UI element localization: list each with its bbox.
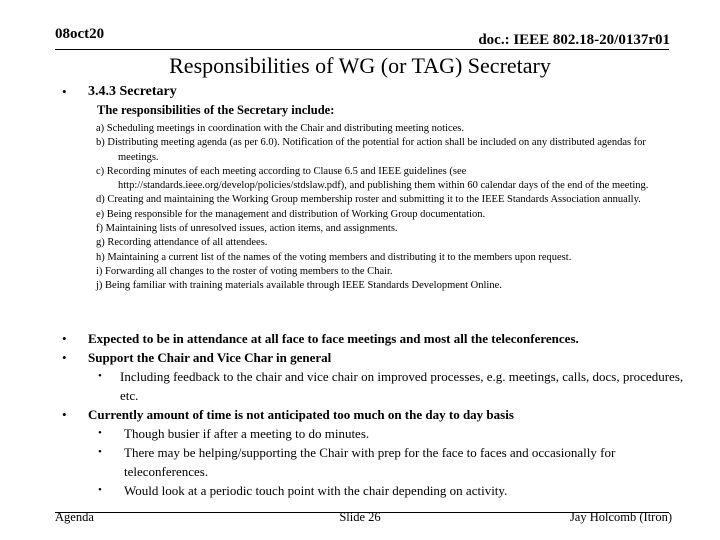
footer-left: Agenda (55, 510, 94, 524)
duties-list (96, 122, 686, 294)
point-text: Currently amount of time is not anticipated too much on the day to day basis (88, 407, 514, 422)
subpoint-touchpoint (62, 481, 692, 500)
point-text: Expected to be in attendance at all face to face meetings and most all the teleconferences. (88, 331, 579, 346)
bullet: • (98, 427, 102, 439)
duty-item: i) Forwarding all changes to the roster of voting members to the Chair. (96, 265, 393, 277)
header-doc-id: doc.: IEEE 802.18-20/0137r01 (478, 32, 670, 48)
subpoint-text: Though busier if after a meeting to do minutes. (124, 426, 370, 441)
duty-item: b) Distributing meeting agenda (as per 6.0). Notification of the potential for action shall be included on any distributed agendas for meetings. (96, 137, 646, 163)
footer-slide-number: Slide 26 (339, 510, 381, 524)
bullet: • (62, 350, 67, 365)
bullet: • (98, 484, 102, 496)
bullet: • (98, 370, 102, 382)
bullet: • (98, 446, 102, 458)
subpoint-text: There may be helping/supporting the Chair with prep for the face to faces and occasionally for teleconferences. (124, 445, 616, 479)
subpoint-minutes (62, 424, 692, 443)
point-text: Support the Chair and Vice Char in general (88, 350, 332, 365)
subpoint-feedback (62, 367, 692, 405)
slide-title: Responsibilities of WG (or TAG) Secretary (169, 53, 551, 78)
duty-item: f) Maintaining lists of unresolved issues, action items, and assignments. (96, 223, 398, 235)
duty-item: g) Recording attendance of all attendees. (96, 237, 268, 249)
header-rule (55, 49, 669, 50)
point-support (62, 348, 692, 367)
section-bullet: • (62, 84, 67, 99)
bullet: • (62, 407, 67, 422)
duty-item: d) Creating and maintaining the Working Group membership roster and submitting it to the IEEE Standards Association annually. (96, 194, 641, 206)
subpoint-text: Including feedback to the chair and vice chair on improved processes, e.g. meetings, calls, docs, procedures, etc. (120, 369, 684, 403)
duties-intro: The responsibilities of the Secretary include: (97, 103, 335, 117)
point-attendance (62, 329, 692, 348)
section-label: 3.4.3 Secretary (88, 84, 177, 99)
bullet: • (62, 331, 67, 346)
summary-points (62, 329, 692, 500)
duty-item: c) Recording minutes of each meeting according to Clause 6.5 and IEEE guidelines (see http://standards.ieee.org/develop/policies/stdslaw.pdf), and publishing them within 60 calendar days of the end of the meeting. (96, 165, 649, 192)
header-date: 08oct20 (55, 26, 105, 42)
subpoint-text: Would look at a periodic touch point with the chair depending on activity. (124, 483, 508, 498)
duty-item: e) Being responsible for the management and distribution of Working Group documentation. (96, 208, 486, 220)
duty-item: j) Being familiar with training materials available through IEEE Standards Development Online. (96, 280, 502, 292)
duty-item: h) Maintaining a current list of the names of the voting members and distributing it to the members upon request. (96, 251, 572, 263)
point-time (62, 405, 692, 424)
duty-item: a) Scheduling meetings in coordination with the Chair and distributing meeting notices. (96, 123, 465, 134)
footer-author: Jay Holcomb (Itron) (569, 510, 672, 524)
subpoint-prep (62, 443, 692, 481)
